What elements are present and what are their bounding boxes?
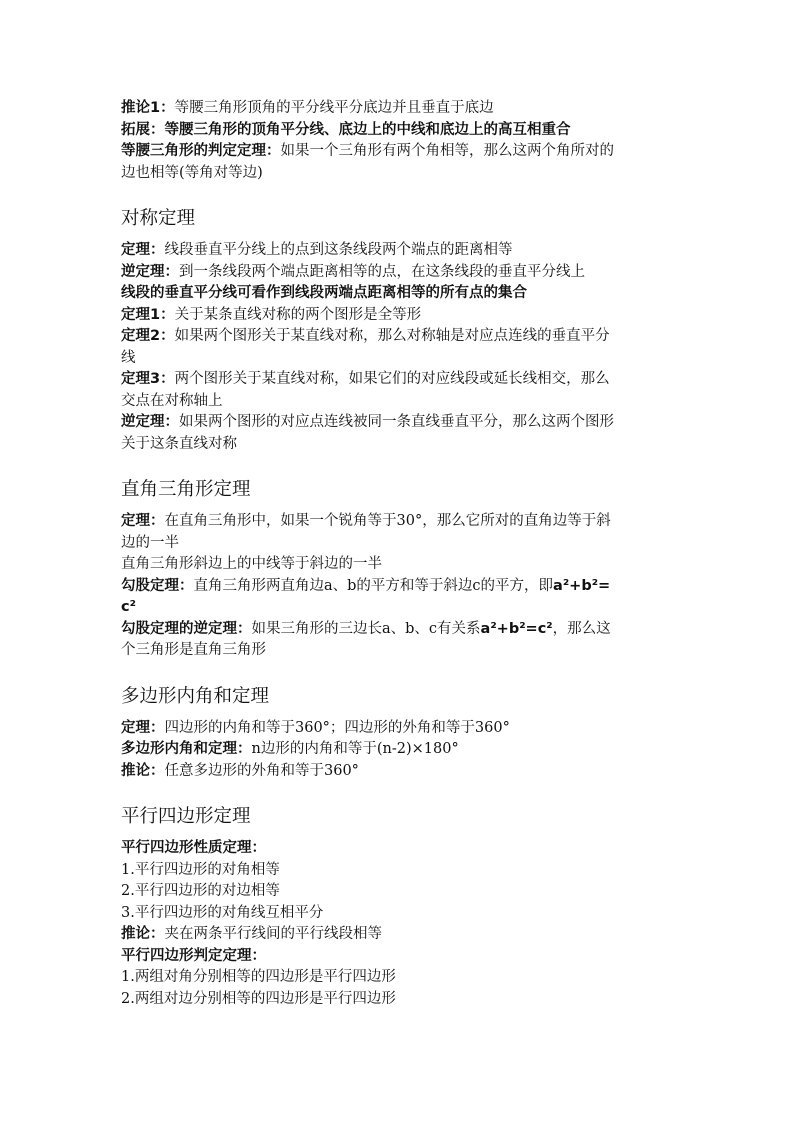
symmetry-converse-label: 逆定理： (121, 263, 179, 280)
heading-parallelogram: 平行四边形定理 (121, 806, 251, 827)
symmetry-converse-2-line (121, 412, 681, 434)
parallel-segments-line (121, 924, 681, 946)
symmetry-theorem-3-label: 定理3： (121, 371, 175, 387)
corollary-1-line (121, 98, 681, 120)
pythagorean-text: 直角三角形两直角边a、b的平方和等于斜边c的平方，即 (193, 577, 554, 594)
parallelogram-criterion-2: 2.两组对边分别相等的四边形是平行四边形 (121, 990, 396, 1007)
symmetry-theorem-1-line (121, 305, 681, 327)
symmetry-theorem-3-line (121, 369, 681, 391)
pythagorean-converse-line (121, 619, 681, 641)
symmetry-converse-2-cont: 关于这条直线对称 (121, 435, 237, 452)
symmetry-converse-line (121, 262, 681, 284)
pythagorean-converse-label: 勾股定理的逆定理： (121, 620, 252, 637)
isosceles-criterion-cont: 边也相等(等角对等边) (121, 164, 263, 181)
symmetry-converse-2-text: 如果两个图形的对应点连线被同一条直线垂直平分，那么这两个图形 (179, 414, 614, 430)
heading-symmetry: 对称定理 (121, 208, 196, 229)
isosceles-criterion-line (121, 141, 681, 163)
parallelogram-property-2: 2.平行四边形的对边相等 (121, 883, 280, 899)
symmetry-theorem-line (121, 240, 681, 262)
pythagorean-line (121, 576, 681, 598)
pythagorean-converse-cont: 个三角形是直角三角形 (121, 642, 266, 658)
parallel-segments-label: 推论： (121, 926, 165, 942)
right-triangle-theorem-line (121, 511, 681, 533)
symmetry-theorem-2-label: 定理2： (121, 328, 175, 344)
pythagorean-converse-text: 如果三角形的三边长a、b、c有关系 (251, 620, 481, 637)
quadrilateral-angles-label: 定理： (121, 719, 165, 736)
symmetry-theorem-label: 定理： (121, 242, 165, 258)
heading-right-triangle: 直角三角形定理 (121, 479, 251, 500)
document-content (121, 98, 681, 1010)
pythagorean-formula: a²+b²= (553, 577, 611, 594)
parallel-segments-text: 夹在两条平行线间的平行线段相等 (164, 926, 382, 942)
right-triangle-theorem-text: 在直角三角形中，如果一个锐角等于30°，那么它所对的直角边等于斜 (164, 513, 611, 529)
extension-line: 拓展：等腰三角形的顶角平分线、底边上的中线和底边上的高互相重合 (121, 121, 571, 138)
parallelogram-property-3: 3.平行四边形的对角线互相平分 (121, 904, 324, 921)
pythagorean-label: 勾股定理： (121, 577, 194, 594)
quadrilateral-angles-line (121, 718, 681, 740)
right-triangle-theorem-label: 定理： (121, 513, 165, 529)
symmetry-converse-text: 到一条线段两个端点距离相等的点，在这条线段的垂直平分线上 (179, 263, 585, 280)
symmetry-theorem-2-line (121, 326, 681, 348)
pythagorean-converse-formula: a²+b²=c² (480, 620, 553, 637)
right-triangle-theorem-cont: 边的一半 (121, 534, 179, 551)
symmetry-theorem-2-cont: 线 (121, 349, 136, 366)
isosceles-criterion-text: 如果一个三角形有两个角相等，那么这两个角所对的 (280, 143, 614, 159)
polygon-angle-sum-text: n边形的内角和等于(n-2)×180° (251, 741, 459, 757)
heading-polygon-angles: 多边形内角和定理 (121, 685, 270, 707)
polygon-angle-sum-line (121, 739, 681, 761)
symmetry-theorem-1-text: 关于某条直线对称的两个图形是全等形 (174, 306, 422, 323)
parallelogram-criterion-1: 1.两组对角分别相等的四边形是平行四边形 (121, 969, 396, 985)
exterior-angle-label: 推论： (121, 762, 165, 779)
symmetry-theorem-2-text: 如果两个图形关于某直线对称，那么对称轴是对应点连线的垂直平分 (174, 328, 610, 344)
corollary-1-label: 推论1： (121, 100, 175, 116)
symmetry-converse-2-label: 逆定理： (121, 414, 179, 430)
exterior-angle-line (121, 761, 681, 783)
polygon-angle-sum-label: 多边形内角和定理： (121, 741, 252, 757)
corollary-1-text: 等腰三角形顶角的平分线平分底边并且垂直于底边 (174, 100, 494, 116)
symmetry-theorem-text: 线段垂直平分线上的点到这条线段两个端点的距离相等 (164, 242, 513, 258)
symmetry-theorem-3-cont: 交点在对称轴上 (121, 392, 223, 409)
exterior-angle-text: 任意多边形的外角和等于360° (164, 762, 359, 779)
parallelogram-property-1: 1.平行四边形的对角相等 (121, 861, 280, 878)
parallelogram-criteria-label: 平行四边形判定定理： (121, 947, 266, 964)
pythagorean-formula-cont: c² (121, 599, 136, 615)
quadrilateral-angles-text: 四边形的内角和等于360°；四边形的外角和等于360° (164, 719, 510, 736)
median-hypotenuse-line: 直角三角形斜边上的中线等于斜边的一半 (121, 556, 382, 572)
pythagorean-converse-tail: ，那么这 (552, 620, 611, 637)
parallelogram-properties-label: 平行四边形性质定理： (121, 840, 266, 856)
symmetry-theorem-1-label: 定理1： (121, 306, 175, 323)
symmetry-theorem-3-text: 两个图形关于某直线对称，如果它们的对应线段或延长线相交，那么 (174, 371, 610, 387)
bisector-locus-line: 线段的垂直平分线可看作到线段两端点距离相等的所有点的集合 (121, 285, 527, 301)
isosceles-criterion-label: 等腰三角形的判定定理： (121, 143, 281, 159)
